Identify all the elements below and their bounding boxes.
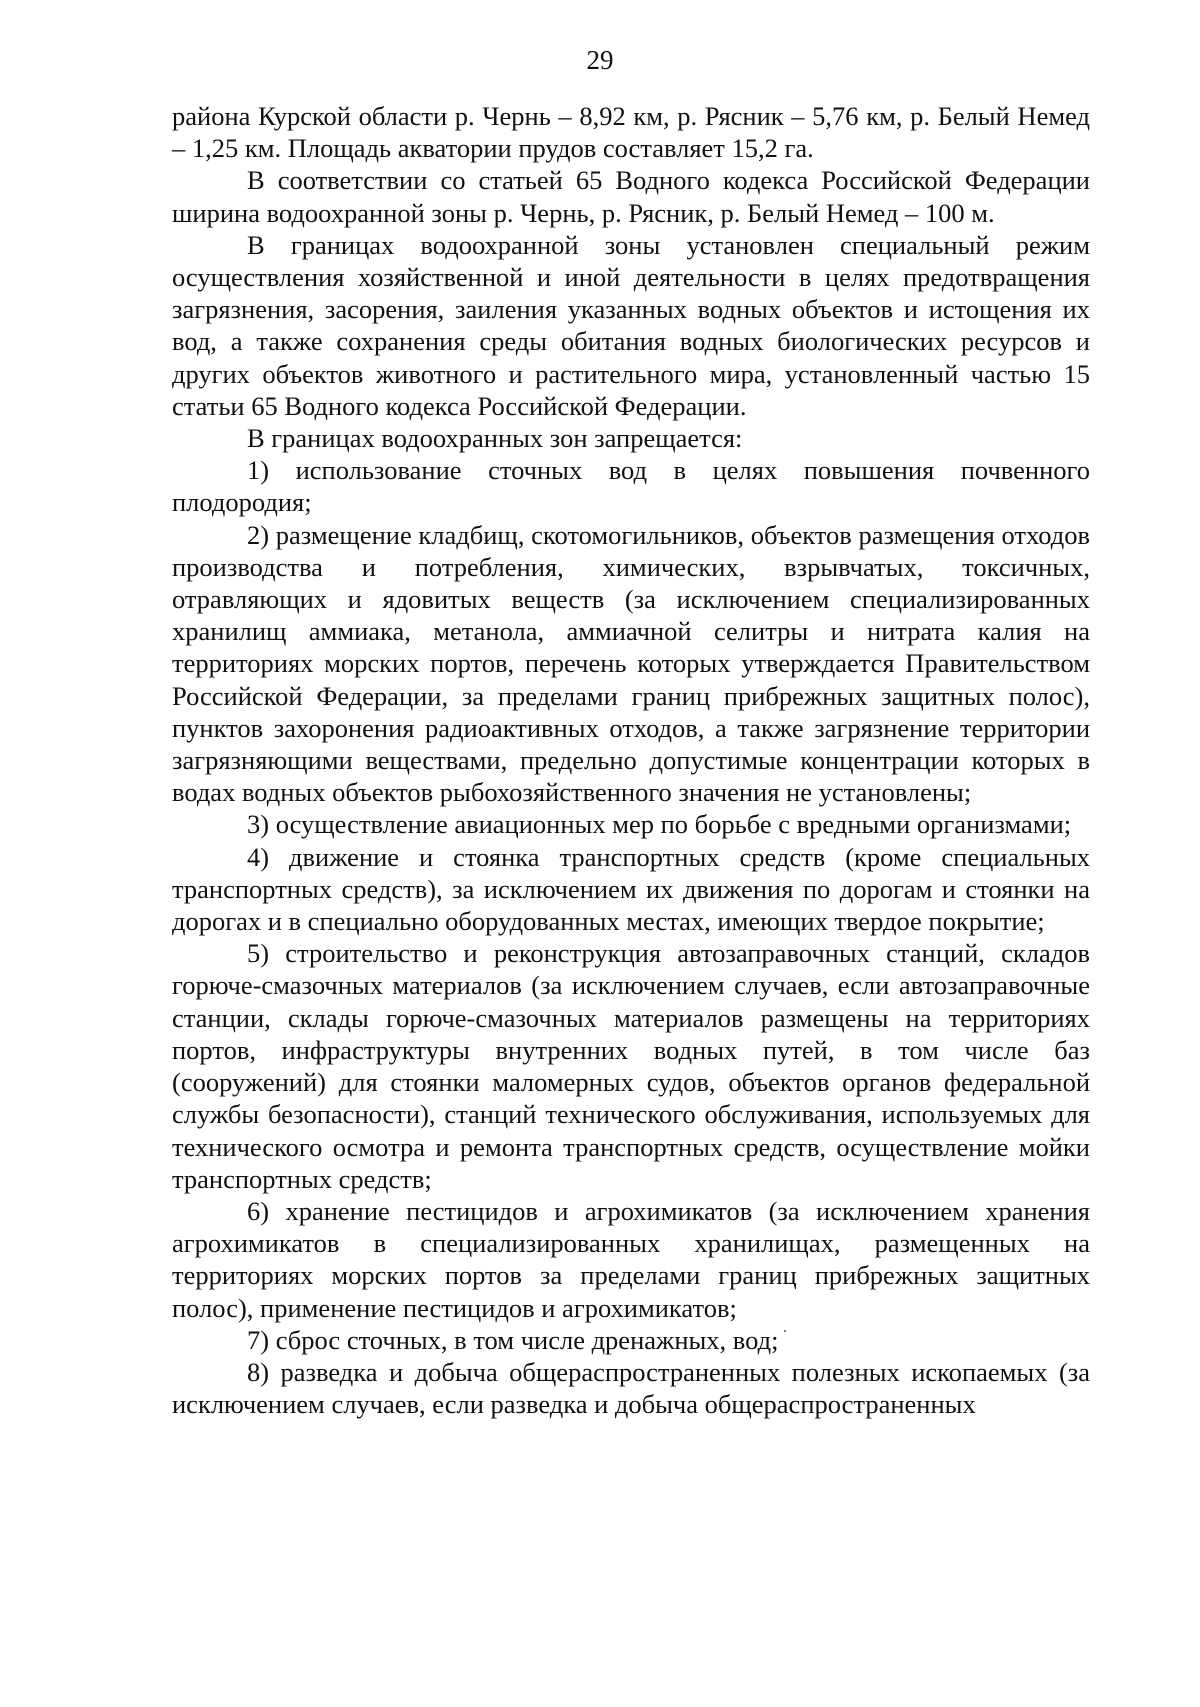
- document-body: [172, 100, 1090, 1420]
- list-item-7: 7) сброс сточных, в том числе дренажных, вод;: [247, 1324, 779, 1355]
- paragraph-continuation: района Курской области р. Чернь – 8,92 км, р. Рясник – 5,76 км, р. Белый Немед – 1,25 км. Площадь акватории прудов составляет 15,2 га.: [172, 101, 1090, 164]
- list-item-8: 8) разведка и добыча общераспространенных полезных ископаемых (за исключением случаев, если разведка и добыча общераспространенных: [172, 1356, 1090, 1420]
- list-item-4: 4) движение и стоянка транспортных средств (кроме специальных транспортных средств), за исключением их движения по дорогам и стоянки на дорогах и в специально оборудованных местах, имеющих твердое покрытие;: [172, 841, 1090, 937]
- paragraph-zone-width: В соответствии со статьей 65 Водного кодекса Российской Федерации ширина водоохранной зоны р. Чернь, р. Рясник, р. Белый Немед – 100 м.: [172, 165, 1090, 228]
- list-item-6: 6) хранение пестицидов и агрохимикатов (за исключением хранения агрохимикатов в специализированных хранилищах, размещенных на территориях морских портов за пределами границ прибрежных защитных полос), применение пестицидов и агрохимикатов;: [172, 1195, 1090, 1323]
- list-item-1: 1) использование сточных вод в целях повышения почвенного плодородия;: [172, 455, 1090, 518]
- paragraph-special-regime: В границах водоохранной зоны установлен специальный режим осуществления хозяйственной и иной деятельности в целях предотвращения загрязнения, засорения, заиления указанных водных объектов и истощения их вод, а также сохранения среды обитания водных биологических ресурсов и других объектов животного и растительного мира, установленный частью 15 статьи 65 Водного кодекса Российской Федерации.: [172, 229, 1090, 421]
- page-number: 29: [586, 45, 614, 75]
- list-item-3: 3) осуществление авиационных мер по борьбе с вредными организмами;: [247, 809, 1072, 840]
- list-item-5: 5) строительство и реконструкция автозаправочных станций, складов горюче-смазочных материалов (за исключением случаев, если автозаправочные станции, склады горюче-смазочных материалов размещены на территориях портов, инфраструктуры внутренних водных путей, в том числе баз (сооружений) для стоянки маломерных судов, объектов органов федеральной службы безопасности), станций технического обслуживания, используемых для технического осмотра и ремонта транспортных средств, осуществление мойки транспортных средств;: [172, 938, 1090, 1194]
- paragraph-prohibitions-intro: В границах водоохранных зон запрещается:: [247, 423, 743, 454]
- scan-speck: [784, 1330, 786, 1332]
- list-item-2: 2) размещение кладбищ, скотомогильников, объектов размещения отходов производства и потребления, химических, взрывчатых, токсичных, отравляющих и ядовитых веществ (за исключением специализированных хранилищ аммиака, метанола, аммиачной селитры и нитрата калия на территориях морских портов, перечень которых утверждается Правительством Российской Федерации, за пределами границ прибрежных защитных полос), пунктов захоронения радиоактивных отходов, а также загрязнение территории загрязняющими веществами, предельно допустимые концентрации которых в водах водных объектов рыбохозяйственного значения не установлены;: [172, 519, 1090, 808]
